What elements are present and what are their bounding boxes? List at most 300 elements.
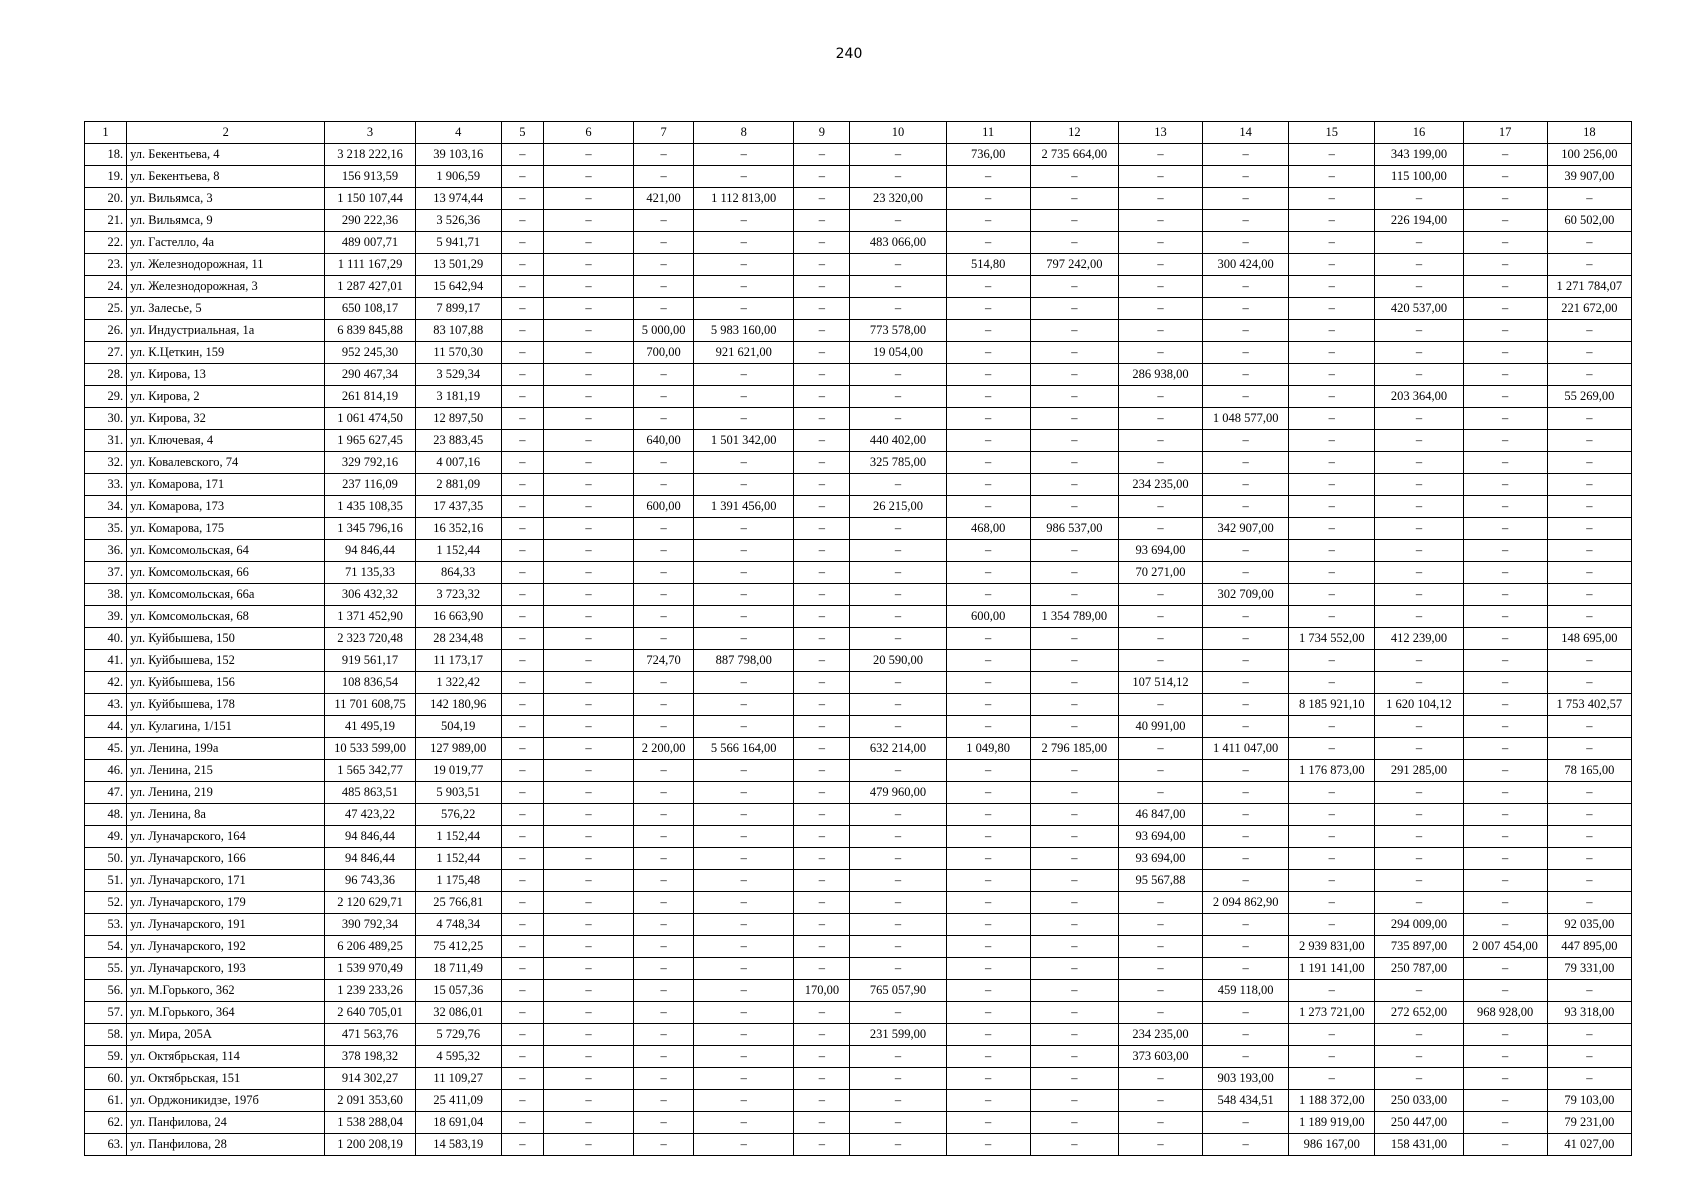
value-cell: 640,00	[634, 430, 694, 452]
value-cell: –	[634, 606, 694, 628]
value-cell: 41 495,19	[325, 716, 415, 738]
value-cell: –	[634, 936, 694, 958]
value-cell: 78 165,00	[1547, 760, 1631, 782]
value-cell: –	[1547, 452, 1631, 474]
value-cell: 343 199,00	[1375, 144, 1463, 166]
value-cell: –	[501, 716, 543, 738]
value-cell: –	[946, 1134, 1030, 1156]
address-cell: ул. Ленина, 215	[127, 760, 325, 782]
value-cell: –	[543, 320, 633, 342]
value-cell: 1 150 107,44	[325, 188, 415, 210]
value-cell: –	[794, 452, 850, 474]
value-cell: 23 883,45	[415, 430, 501, 452]
value-cell: –	[794, 254, 850, 276]
row-number: 43.	[85, 694, 127, 716]
value-cell: –	[501, 188, 543, 210]
value-cell: –	[1547, 408, 1631, 430]
value-cell: –	[1289, 342, 1375, 364]
value-cell: –	[1547, 1024, 1631, 1046]
value-cell: 2 094 862,90	[1203, 892, 1289, 914]
value-cell: –	[946, 562, 1030, 584]
value-cell: –	[1375, 672, 1463, 694]
value-cell: –	[543, 364, 633, 386]
value-cell: 290 467,34	[325, 364, 415, 386]
value-cell: –	[850, 144, 946, 166]
row-number: 28.	[85, 364, 127, 386]
value-cell: –	[1030, 188, 1118, 210]
value-cell: –	[1463, 452, 1547, 474]
value-cell: –	[1030, 430, 1118, 452]
value-cell: 1 189 919,00	[1289, 1112, 1375, 1134]
address-cell: ул. Железнодорожная, 3	[127, 276, 325, 298]
value-cell: –	[1289, 782, 1375, 804]
value-cell: 700,00	[634, 342, 694, 364]
value-cell: –	[501, 408, 543, 430]
table-row	[85, 936, 1632, 958]
value-cell: –	[694, 848, 794, 870]
value-cell: 1 061 474,50	[325, 408, 415, 430]
value-cell: –	[850, 1090, 946, 1112]
value-cell: 3 529,34	[415, 364, 501, 386]
value-cell: –	[1030, 210, 1118, 232]
value-cell: –	[794, 210, 850, 232]
value-cell: –	[1030, 1002, 1118, 1024]
value-cell: –	[1030, 298, 1118, 320]
address-cell: ул. Октябрьская, 151	[127, 1068, 325, 1090]
address-cell: ул. Вильямса, 9	[127, 210, 325, 232]
value-cell: –	[543, 188, 633, 210]
value-cell: –	[1375, 562, 1463, 584]
value-cell: –	[634, 848, 694, 870]
value-cell: 16 352,16	[415, 518, 501, 540]
value-cell: 2 091 353,60	[325, 1090, 415, 1112]
value-cell: –	[1463, 826, 1547, 848]
value-cell: –	[501, 1002, 543, 1024]
value-cell: –	[634, 914, 694, 936]
value-cell: –	[501, 320, 543, 342]
value-cell: 2 200,00	[634, 738, 694, 760]
address-cell: ул. Комсомольская, 68	[127, 606, 325, 628]
value-cell: –	[946, 496, 1030, 518]
table-row	[85, 540, 1632, 562]
value-cell: –	[634, 298, 694, 320]
value-cell: –	[1203, 760, 1289, 782]
value-cell: –	[694, 914, 794, 936]
value-cell: 468,00	[946, 518, 1030, 540]
row-number: 49.	[85, 826, 127, 848]
value-cell: –	[1289, 1068, 1375, 1090]
value-cell: –	[946, 364, 1030, 386]
value-cell: –	[1463, 694, 1547, 716]
value-cell: –	[543, 540, 633, 562]
column-header: 14	[1203, 122, 1289, 144]
value-cell: –	[501, 298, 543, 320]
value-cell: –	[794, 298, 850, 320]
value-cell: –	[501, 518, 543, 540]
value-cell: –	[946, 474, 1030, 496]
value-cell: –	[501, 848, 543, 870]
value-cell: –	[946, 848, 1030, 870]
value-cell: –	[1463, 210, 1547, 232]
value-cell: –	[794, 430, 850, 452]
column-header: 7	[634, 122, 694, 144]
value-cell: –	[543, 1046, 633, 1068]
value-cell: –	[1289, 254, 1375, 276]
address-cell: ул. Индустриальная, 1а	[127, 320, 325, 342]
value-cell: –	[1203, 210, 1289, 232]
value-cell: –	[501, 1046, 543, 1068]
value-cell: 250 033,00	[1375, 1090, 1463, 1112]
column-header: 15	[1289, 122, 1375, 144]
table-row	[85, 1068, 1632, 1090]
value-cell: –	[1289, 562, 1375, 584]
row-number: 62.	[85, 1112, 127, 1134]
row-number: 31.	[85, 430, 127, 452]
value-cell: –	[946, 980, 1030, 1002]
value-cell: –	[694, 606, 794, 628]
value-cell: –	[694, 276, 794, 298]
column-header: 4	[415, 122, 501, 144]
value-cell: 1 287 427,01	[325, 276, 415, 298]
value-cell: 471 563,76	[325, 1024, 415, 1046]
table-row	[85, 1002, 1632, 1024]
value-cell: 3 723,32	[415, 584, 501, 606]
value-cell: –	[501, 892, 543, 914]
value-cell: –	[1463, 1068, 1547, 1090]
value-cell: –	[1547, 342, 1631, 364]
value-cell: –	[1118, 584, 1202, 606]
value-cell: –	[694, 254, 794, 276]
value-cell: –	[850, 760, 946, 782]
value-cell: –	[634, 958, 694, 980]
value-cell: –	[1547, 606, 1631, 628]
table-row	[85, 562, 1632, 584]
value-cell: 3 526,36	[415, 210, 501, 232]
value-cell: –	[694, 1002, 794, 1024]
value-cell: –	[501, 210, 543, 232]
value-cell: 23 320,00	[850, 188, 946, 210]
value-cell: –	[946, 452, 1030, 474]
value-cell: 2 881,09	[415, 474, 501, 496]
value-cell: –	[634, 1024, 694, 1046]
value-cell: –	[946, 1002, 1030, 1024]
value-cell: –	[1463, 628, 1547, 650]
row-number: 29.	[85, 386, 127, 408]
address-cell: ул. Куйбышева, 152	[127, 650, 325, 672]
table-row	[85, 1134, 1632, 1156]
value-cell: –	[794, 1002, 850, 1024]
value-cell: –	[1118, 914, 1202, 936]
value-cell: –	[634, 1002, 694, 1024]
value-cell: –	[1203, 1024, 1289, 1046]
value-cell: –	[946, 694, 1030, 716]
data-table	[84, 121, 1632, 1156]
value-cell: 25 411,09	[415, 1090, 501, 1112]
value-cell: –	[634, 518, 694, 540]
value-cell: –	[501, 782, 543, 804]
value-cell: 94 846,44	[325, 848, 415, 870]
value-cell: –	[543, 298, 633, 320]
value-cell: –	[794, 1046, 850, 1068]
value-cell: 115 100,00	[1375, 166, 1463, 188]
value-cell: –	[1463, 298, 1547, 320]
value-cell: –	[1289, 518, 1375, 540]
value-cell: –	[1463, 892, 1547, 914]
value-cell: –	[543, 804, 633, 826]
table-row	[85, 694, 1632, 716]
value-cell: 92 035,00	[1547, 914, 1631, 936]
value-cell: 55 269,00	[1547, 386, 1631, 408]
table-row	[85, 914, 1632, 936]
row-number: 32.	[85, 452, 127, 474]
value-cell: 11 109,27	[415, 1068, 501, 1090]
address-cell: ул. Комсомольская, 66	[127, 562, 325, 584]
value-cell: –	[543, 650, 633, 672]
value-cell: –	[794, 474, 850, 496]
value-cell: –	[694, 958, 794, 980]
value-cell: –	[543, 232, 633, 254]
row-number: 45.	[85, 738, 127, 760]
value-cell: –	[1289, 738, 1375, 760]
value-cell: –	[850, 210, 946, 232]
value-cell: –	[794, 562, 850, 584]
value-cell: –	[1118, 1090, 1202, 1112]
value-cell: –	[1203, 232, 1289, 254]
address-cell: ул. Кирова, 32	[127, 408, 325, 430]
value-cell: 3 181,19	[415, 386, 501, 408]
column-header: 10	[850, 122, 946, 144]
value-cell: –	[501, 826, 543, 848]
value-cell: 421,00	[634, 188, 694, 210]
value-cell: –	[1463, 342, 1547, 364]
value-cell: –	[850, 606, 946, 628]
value-cell: –	[501, 166, 543, 188]
value-cell: –	[1203, 1134, 1289, 1156]
value-cell: –	[1289, 870, 1375, 892]
value-cell: 1 565 342,77	[325, 760, 415, 782]
row-number: 36.	[85, 540, 127, 562]
value-cell: –	[1118, 628, 1202, 650]
value-cell: –	[1289, 210, 1375, 232]
value-cell: –	[1463, 166, 1547, 188]
value-cell: –	[1118, 1112, 1202, 1134]
value-cell: –	[1118, 298, 1202, 320]
value-cell: 28 234,48	[415, 628, 501, 650]
value-cell: 286 938,00	[1118, 364, 1202, 386]
value-cell: 221 672,00	[1547, 298, 1631, 320]
table-row	[85, 1112, 1632, 1134]
address-cell: ул. Луначарского, 191	[127, 914, 325, 936]
value-cell: –	[543, 584, 633, 606]
value-cell: –	[543, 1112, 633, 1134]
address-cell: ул. Куйбышева, 178	[127, 694, 325, 716]
column-header: 1	[85, 122, 127, 144]
value-cell: –	[1203, 694, 1289, 716]
value-cell: –	[1289, 188, 1375, 210]
value-cell: 1 176 873,00	[1289, 760, 1375, 782]
value-cell: –	[694, 474, 794, 496]
value-cell: –	[543, 386, 633, 408]
value-cell: –	[850, 804, 946, 826]
value-cell: –	[1463, 474, 1547, 496]
value-cell: –	[1375, 408, 1463, 430]
value-cell: –	[694, 826, 794, 848]
row-number: 22.	[85, 232, 127, 254]
address-cell: ул. Мира, 205А	[127, 1024, 325, 1046]
value-cell: –	[1547, 518, 1631, 540]
value-cell: –	[1289, 804, 1375, 826]
value-cell: –	[1375, 1024, 1463, 1046]
value-cell: –	[1463, 1024, 1547, 1046]
value-cell: –	[1118, 320, 1202, 342]
value-cell: –	[1030, 386, 1118, 408]
value-cell: 5 983 160,00	[694, 320, 794, 342]
value-cell: –	[501, 1090, 543, 1112]
table-row	[85, 628, 1632, 650]
value-cell: –	[1547, 496, 1631, 518]
value-cell: –	[634, 782, 694, 804]
column-header: 8	[694, 122, 794, 144]
value-cell: –	[501, 232, 543, 254]
value-cell: 576,22	[415, 804, 501, 826]
value-cell: –	[1547, 584, 1631, 606]
row-number: 39.	[85, 606, 127, 628]
value-cell: –	[1030, 892, 1118, 914]
value-cell: –	[1118, 936, 1202, 958]
value-cell: –	[1547, 540, 1631, 562]
value-cell: –	[1547, 232, 1631, 254]
value-cell: –	[1463, 408, 1547, 430]
value-cell: –	[1118, 892, 1202, 914]
value-cell: –	[1289, 848, 1375, 870]
value-cell: –	[1289, 320, 1375, 342]
value-cell: –	[634, 254, 694, 276]
value-cell: 39 103,16	[415, 144, 501, 166]
value-cell: –	[850, 408, 946, 430]
value-cell: –	[946, 870, 1030, 892]
value-cell: 25 766,81	[415, 892, 501, 914]
value-cell: 15 642,94	[415, 276, 501, 298]
row-number: 33.	[85, 474, 127, 496]
address-cell: ул. Бекентьева, 8	[127, 166, 325, 188]
value-cell: 1 538 288,04	[325, 1112, 415, 1134]
value-cell: –	[794, 386, 850, 408]
value-cell: –	[946, 936, 1030, 958]
value-cell: –	[1289, 166, 1375, 188]
value-cell: –	[694, 628, 794, 650]
value-cell: 156 913,59	[325, 166, 415, 188]
value-cell: –	[1203, 716, 1289, 738]
row-number: 59.	[85, 1046, 127, 1068]
value-cell: 18 691,04	[415, 1112, 501, 1134]
row-number: 56.	[85, 980, 127, 1002]
value-cell: –	[1463, 980, 1547, 1002]
value-cell: –	[543, 892, 633, 914]
value-cell: 1 111 167,29	[325, 254, 415, 276]
value-cell: –	[694, 540, 794, 562]
value-cell: –	[694, 584, 794, 606]
row-number: 24.	[85, 276, 127, 298]
value-cell: –	[1547, 254, 1631, 276]
value-cell: –	[694, 298, 794, 320]
value-cell: –	[1030, 716, 1118, 738]
row-number: 20.	[85, 188, 127, 210]
value-cell: –	[694, 804, 794, 826]
value-cell: –	[694, 892, 794, 914]
value-cell: –	[946, 584, 1030, 606]
value-cell: –	[850, 936, 946, 958]
value-cell: 32 086,01	[415, 1002, 501, 1024]
row-number: 25.	[85, 298, 127, 320]
value-cell: –	[1463, 1090, 1547, 1112]
value-cell: –	[1463, 562, 1547, 584]
value-cell: –	[543, 254, 633, 276]
value-cell: –	[694, 1090, 794, 1112]
value-cell: –	[1463, 540, 1547, 562]
value-cell: 1 753 402,57	[1547, 694, 1631, 716]
column-header: 2	[127, 122, 325, 144]
value-cell: –	[1030, 320, 1118, 342]
value-cell: –	[694, 980, 794, 1002]
table-row	[85, 254, 1632, 276]
value-cell: –	[794, 1112, 850, 1134]
value-cell: 16 663,90	[415, 606, 501, 628]
address-cell: ул. Ключевая, 4	[127, 430, 325, 452]
value-cell: –	[543, 782, 633, 804]
value-cell: –	[1463, 518, 1547, 540]
value-cell: –	[543, 1134, 633, 1156]
value-cell: –	[634, 276, 694, 298]
value-cell: –	[1030, 936, 1118, 958]
value-cell: –	[634, 1090, 694, 1112]
value-cell: –	[634, 694, 694, 716]
value-cell: –	[1030, 474, 1118, 496]
value-cell: –	[946, 188, 1030, 210]
value-cell: 19 019,77	[415, 760, 501, 782]
address-cell: ул. Кирова, 2	[127, 386, 325, 408]
column-header: 17	[1463, 122, 1547, 144]
value-cell: –	[543, 276, 633, 298]
value-cell: –	[543, 716, 633, 738]
value-cell: –	[946, 320, 1030, 342]
value-cell: –	[543, 1090, 633, 1112]
value-cell: –	[634, 628, 694, 650]
value-cell: –	[501, 804, 543, 826]
value-cell: 306 432,32	[325, 584, 415, 606]
value-cell: –	[1118, 144, 1202, 166]
row-number: 27.	[85, 342, 127, 364]
value-cell: –	[794, 958, 850, 980]
value-cell: –	[850, 474, 946, 496]
value-cell: –	[1030, 628, 1118, 650]
value-cell: –	[634, 1046, 694, 1068]
value-cell: –	[1118, 1068, 1202, 1090]
value-cell: –	[1375, 342, 1463, 364]
address-cell: ул. Луначарского, 193	[127, 958, 325, 980]
row-number: 18.	[85, 144, 127, 166]
value-cell: –	[501, 980, 543, 1002]
value-cell: –	[1289, 452, 1375, 474]
value-cell: 19 054,00	[850, 342, 946, 364]
value-cell: –	[946, 1090, 1030, 1112]
value-cell: 13 501,29	[415, 254, 501, 276]
value-cell: –	[794, 1024, 850, 1046]
table-row	[85, 210, 1632, 232]
value-cell: –	[850, 540, 946, 562]
value-cell: 12 897,50	[415, 408, 501, 430]
table-row	[85, 1024, 1632, 1046]
value-cell: –	[1203, 914, 1289, 936]
